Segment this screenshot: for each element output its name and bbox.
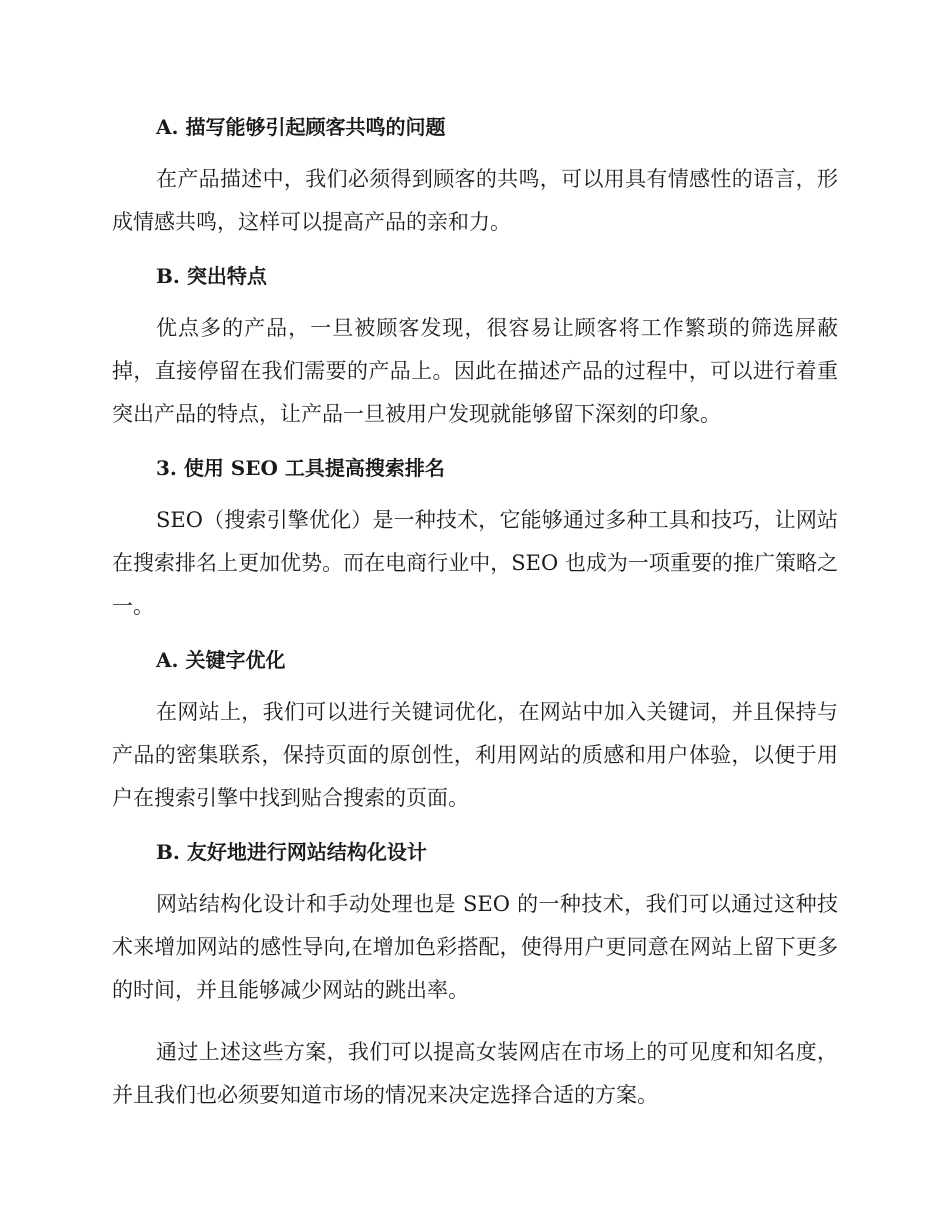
section-heading-highlight-features: B. 突出特点	[156, 264, 267, 288]
closing-paragraph: 通过上述这些方案，我们可以提高女装网店在市场上的可见度和知名度，并且我们也必须要知道市场的情况来决定选择合适的方案。	[112, 1040, 838, 1107]
section-heading-resonance: A. 描写能够引起顾客共鸣的问题	[156, 115, 446, 139]
section-heading-keyword-optimization: A. 关键字优化	[156, 648, 286, 672]
paragraph-site-structure: 网站结构化设计和手动处理也是 SEO 的一种技术，我们可以通过这种技术来增加网站的感性导向,在增加色彩搭配，使得用户更同意在网站上留下更多的时间，并且能够减少网站的跳出率。	[112, 892, 838, 1002]
section-heading-seo-tools: 3. 使用 SEO 工具提高搜索排名	[156, 456, 445, 480]
paragraph-highlight-features: 优点多的产品，一旦被顾客发现，很容易让顾客将工作繁琐的筛选屏蔽掉，直接停留在我们需要的产品上。因此在描述产品的过程中，可以进行着重突出产品的特点，让产品一旦被用户发现就能够留下深刻的印象。	[112, 316, 838, 426]
document-page	[112, 0, 838, 1117]
section-heading-site-structure: B. 友好地进行网站结构化设计	[156, 840, 427, 864]
paragraph-seo-tools: SEO（搜索引擎优化）是一种技术，它能够通过多种工具和技巧，让网站在搜索排名上更加优势。而在电商行业中，SEO 也成为一项重要的推广策略之一。	[112, 508, 838, 618]
paragraph-keyword-optimization: 在网站上，我们可以进行关键词优化，在网站中加入关键词，并且保持与产品的密集联系，保持页面的原创性，利用网站的质感和用户体验，以便于用户在搜索引擎中找到贴合搜索的页面。	[112, 700, 838, 810]
paragraph-resonance: 在产品描述中，我们必须得到顾客的共鸣，可以用具有情感性的语言，形成情感共鸣，这样可以提高产品的亲和力。	[112, 167, 838, 234]
